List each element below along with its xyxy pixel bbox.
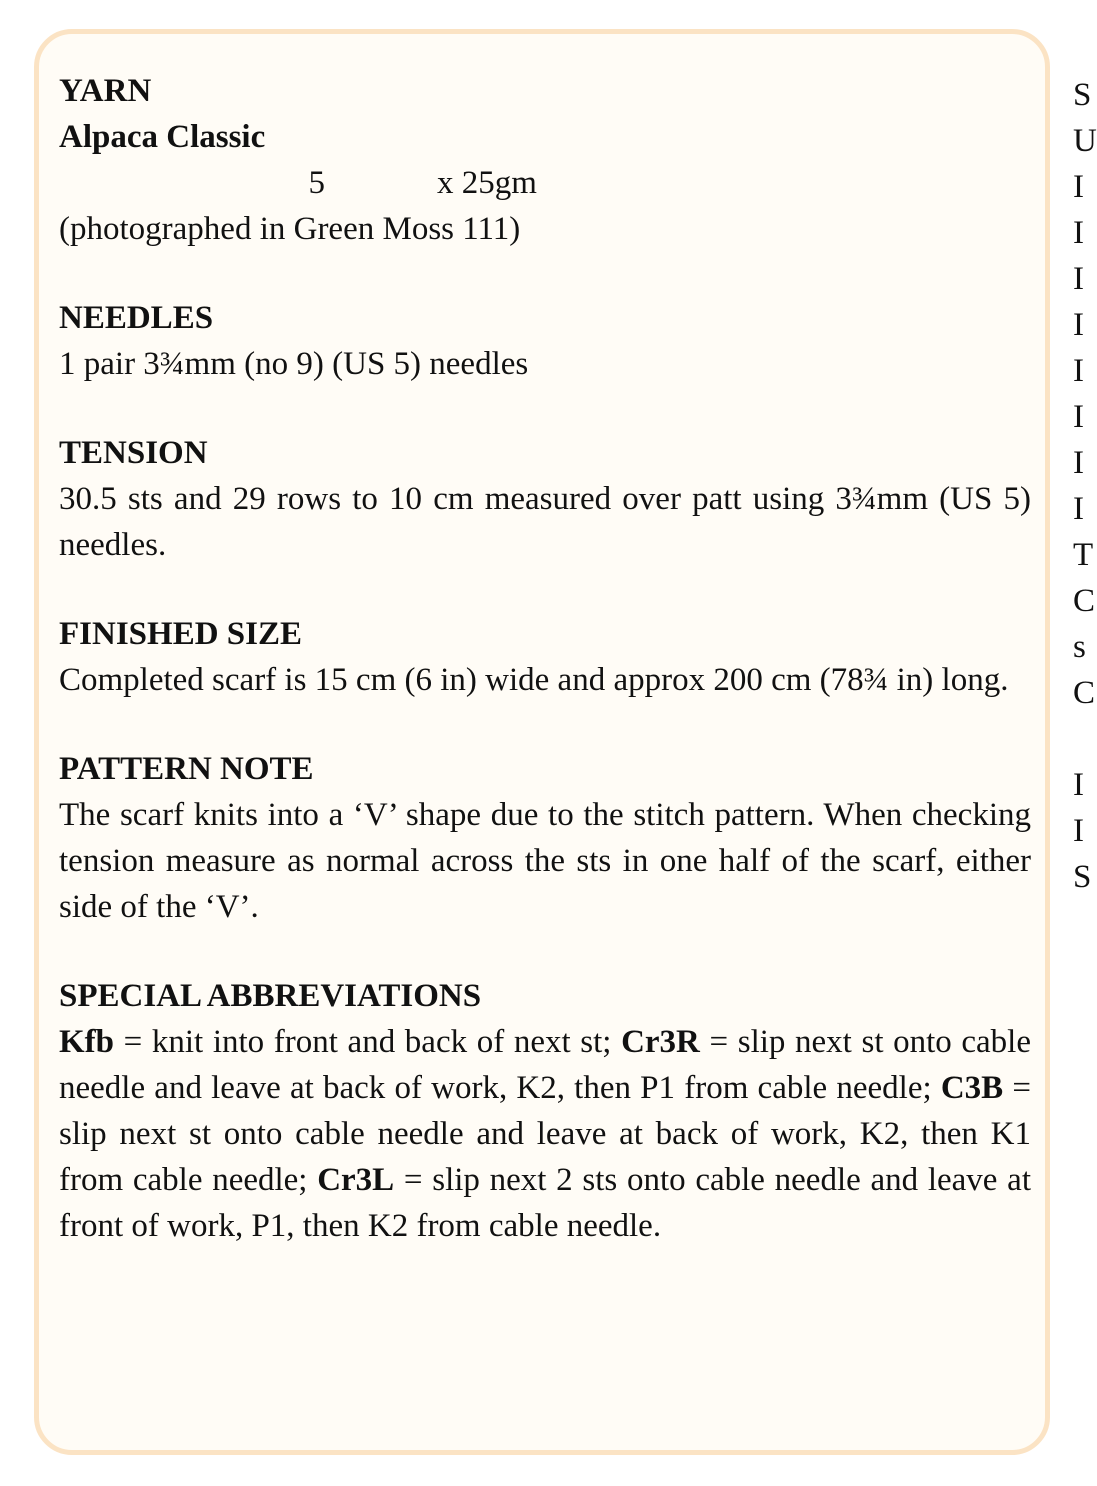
edge-letter: I [1073,491,1084,527]
yarn-quantity: 5 [308,165,325,201]
yarn-heading: YARN [59,73,152,109]
edge-letter: T [1073,537,1094,573]
pattern-info-content [59,68,1031,1292]
edge-letter: I [1073,445,1084,481]
abbreviation-definition: = slip next 2 sts onto cable needle and leave at front of work, P1, then K2 from cable needle. [59,1162,1031,1244]
edge-letter: s [1073,629,1086,665]
needles-section [59,295,1031,387]
edge-letter: C [1073,583,1096,619]
yarn-unit: x 25gm [437,165,537,201]
pattern-note-heading: PATTERN NOTE [59,751,314,787]
yarn-name: Alpaca Classic [59,119,266,155]
edge-letter: I [1073,767,1084,803]
edge-letter: I [1073,353,1084,389]
edge-letter: I [1073,215,1084,251]
yarn-section [59,68,1031,252]
edge-letter: C [1073,675,1096,711]
abbreviation-term: Cr3R [621,1024,700,1060]
abbreviations-heading: SPECIAL ABBREVIATIONS [59,978,482,1014]
finished-size-heading: FINISHED SIZE [59,616,303,652]
tension-section [59,430,1031,568]
edge-letter: I [1073,399,1084,435]
yarn-note: (photographed in Green Moss 111) [59,211,521,247]
abbreviation-definition: = knit into front and back of next st; [114,1024,622,1060]
abbreviation-term: Kfb [59,1024,115,1060]
finished-size-section [59,611,1031,703]
needles-heading: NEEDLES [59,300,214,336]
edge-letter: U [1073,123,1097,159]
abbreviation-definition: = slip next st onto cable needle and leave at back of work, K2, then K1 from cable needle; [59,1070,1031,1198]
edge-letter: I [1073,307,1084,343]
tension-text: 30.5 sts and 29 rows to 10 cm measured over patt using 3¾mm (US 5) needles. [59,481,1031,563]
needles-text: 1 pair 3¾mm (no 9) (US 5) needles [59,346,529,382]
abbreviation-term: C3B [940,1070,1004,1106]
edge-letter [1073,716,1093,762]
abbreviations-text [59,1019,1031,1249]
abbreviation-term: Cr3L [317,1162,395,1198]
yarn-quantity-row [59,160,1031,206]
edge-letter: S [1073,77,1092,113]
tension-heading: TENSION [59,435,208,471]
abbreviations-section [59,973,1031,1249]
pattern-note-section [59,746,1031,930]
adjacent-column-clipped-text [1073,72,1097,900]
edge-letter: I [1073,169,1084,205]
finished-size-text: Completed scarf is 15 cm (6 in) wide and approx 200 cm (78¾ in) long. [59,662,1009,698]
abbreviation-definition: = slip next st onto cable needle and leave at back of work, K2, then P1 from cable needle; [59,1024,1031,1106]
edge-letter: S [1073,859,1092,895]
pattern-note-text: The scarf knits into a ‘V’ shape due to the stitch pattern. When checking tension measure as normal across the sts in one half of the scarf, either side of the ‘V’. [59,797,1031,925]
edge-letter: I [1073,261,1084,297]
edge-letter: I [1073,813,1084,849]
